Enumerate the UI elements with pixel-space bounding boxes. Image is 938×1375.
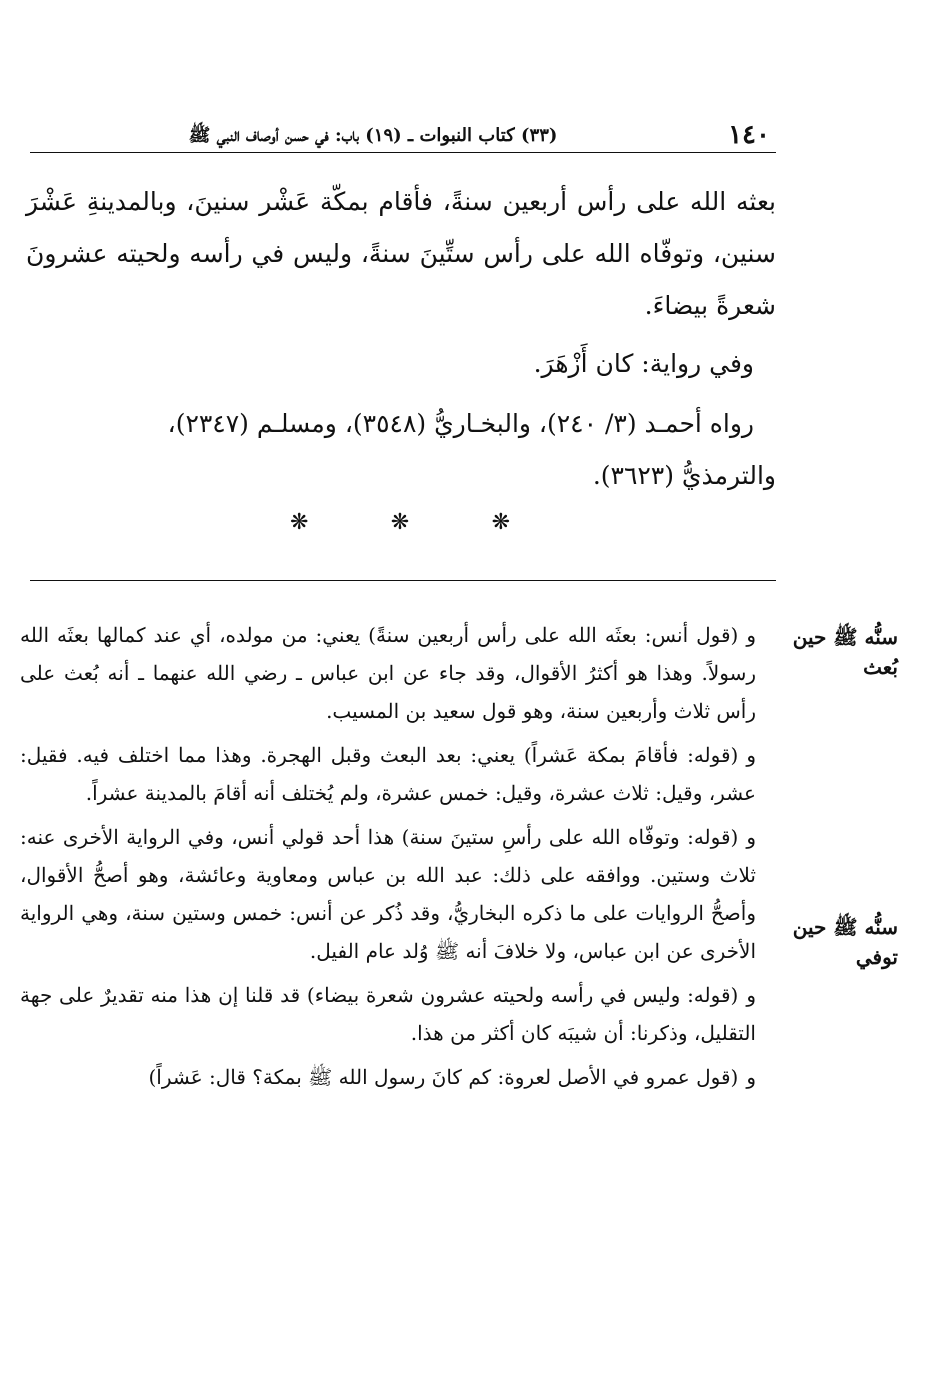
paragraph-marker: و [746, 743, 756, 767]
margin-note-age-at-mission: سنُّه ﷺ حين بُعث [792, 625, 898, 679]
page-number: ١٤٠ [728, 120, 770, 150]
separator-star: ❋ [390, 510, 410, 535]
commentary-text: (قوله: وليس في رأسه ولحيته عشرون شعرة بيضاء) قد قلنا إن هذا منه تقديرٌ على جهة التقليل، وذكرنا: أن شيبَه كان أكثر من هذا. [20, 983, 756, 1045]
commentary-paragraph [20, 736, 770, 812]
footnote-divider [30, 580, 776, 581]
commentary-paragraph [20, 616, 770, 730]
commentary-paragraph [20, 976, 770, 1052]
commentary-paragraph [20, 1058, 770, 1096]
paragraph-marker: و [746, 623, 756, 647]
alternate-narration: وفي رواية: كان أَزْهَرَ. [533, 349, 754, 378]
paragraph-marker: و [746, 983, 756, 1007]
commentary-paragraph [20, 818, 770, 970]
running-title: (٣٣) كتاب النبوات ـ (١٩) باب: في حسن أوصاف النبي ﷺ [188, 125, 558, 146]
hadith-text-block [26, 176, 776, 502]
paragraph-marker: و [746, 1065, 756, 1089]
paragraph-marker: و [746, 825, 756, 849]
separator-star: ❋ [290, 510, 309, 535]
source-citation-line-1: رواه أحمـد (٣/ ٢٤٠)، والبخـاريُّ (٣٥٤٨)، ومسلـم (٢٣٤٧)، [167, 409, 754, 438]
source-citation-line-2: والترمذيُّ (٣٦٢٣). [592, 461, 776, 490]
section-separator [290, 510, 510, 535]
page-header [30, 118, 776, 153]
commentary-text: (قوله: وتوفّاه الله على رأسِ ستينَ سنة) هذا أحد قولي أنس، وفي الرواية الأخرى عنه: ثلاث وستين. ووافقه على ذلك: عبد الله بن عباس ومعاوية وعائشة، وهو أصحُّ الأقوال، وأصحُّ الروايات على ما ذكره البخاريُّ، وقد ذُكر عن أنس: خمس وستين سنة، وهي الرواية الأخرى عن ابن عباس، ولا خلافَ أنه ﷺ وُلد عام الفيل. [20, 825, 756, 963]
commentary-text: (قول عمرو في الأصل لعروة: كم كانَ رسول الله ﷺ بمكة؟ قال: عَشراً) [148, 1065, 739, 1089]
separator-star: ❋ [491, 510, 510, 535]
hadith-paragraph: بعثه الله على رأس أربعين سنةً، فأقام بمكّة عَشْر سنينَ، وبالمدينةِ عَشْرَ سنين، وتوفّاه الله على رأس ستِّينَ سنةً، وليس في رأسه ولحيته عشرونَ شعرةً بيضاءَ. [26, 187, 776, 320]
commentary-text: (قول أنس: بعثَه الله على رأس أربعين سنةً) يعني: من مولده، أي عند كمالها بعثَه الله رسولاً. وهذا هو أكثرُ الأقوال، وقد جاء عن ابن عباس ـ رضي الله عنهما ـ أنه بُعث على رأس ثلاث وأربعين سنة، وهو قول سعيد بن المسيب. [20, 623, 756, 723]
margin-note-age-at-death: سنُّه ﷺ حين توفي [792, 915, 898, 969]
commentary-block [20, 616, 770, 1102]
commentary-text: (قوله: فأقامَ بمكة عَشراً) يعني: بعد البعث وقبل الهجرة. وهذا مما اختلف فيه. فقيل: عشر، وقيل: ثلاث عشرة، وقيل: خمس عشرة، ولم يُختلف أنه أقامَ بالمدينة عشراً. [20, 743, 756, 805]
